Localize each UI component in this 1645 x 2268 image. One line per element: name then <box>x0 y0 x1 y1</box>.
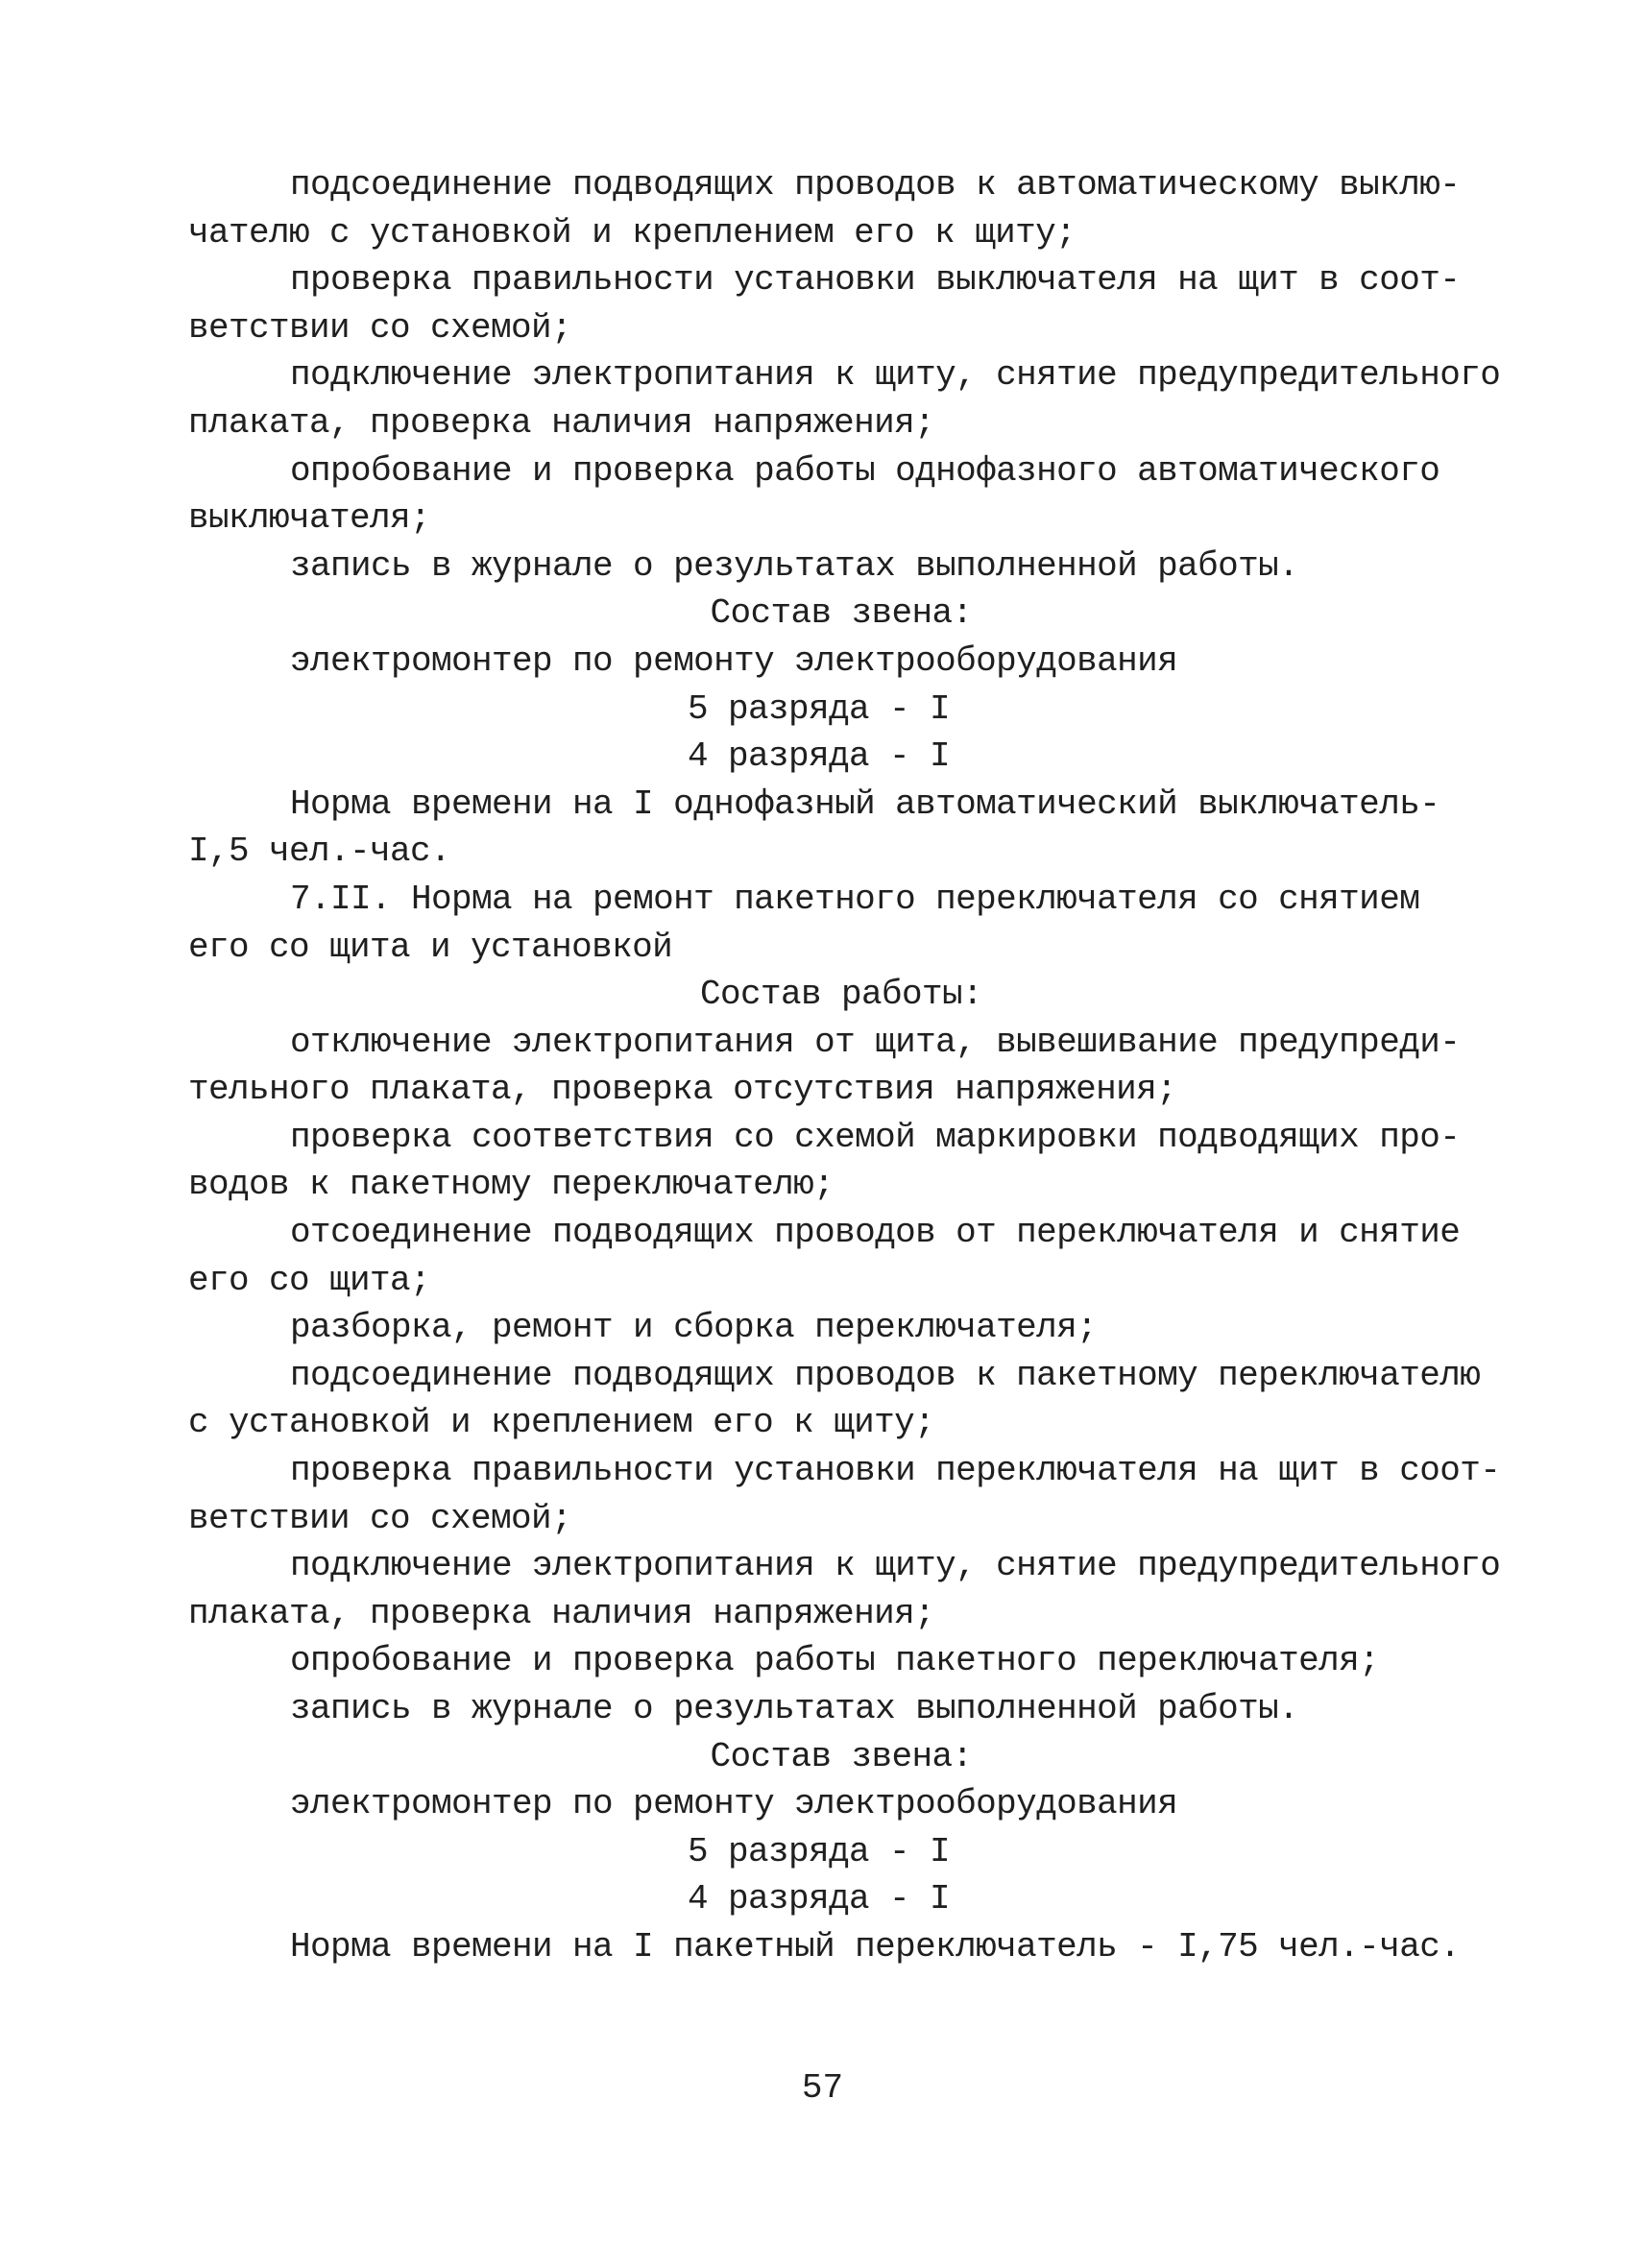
text-line: запись в журнале о результатах выполненной работы. <box>290 1689 1299 1728</box>
text-line: подключение электропитания к щиту, снятие предупредительного <box>290 355 1501 396</box>
page-number: 57 <box>801 2068 844 2108</box>
text-line: чателю с установкой и креплением его к щиту; <box>188 212 1077 253</box>
text-line: ветствии со схемой; <box>188 1498 572 1538</box>
text-line: опробование и проверка работы пакетного переключателя; <box>290 1641 1380 1681</box>
document-page <box>188 161 1501 1971</box>
grade-line: 4 разряда - I <box>688 1879 951 1919</box>
text-line: ветствии со схемой; <box>188 307 572 348</box>
text-line: I,5 чел.-час. <box>188 832 451 872</box>
text-line: электромонтер по ремонту электрооборудования <box>290 1784 1178 1824</box>
text-line: подсоединение подводящих проводов к пакетному переключателю <box>290 1355 1481 1395</box>
text-line: выключателя; <box>188 498 431 539</box>
section-heading: Состав работы: <box>699 975 983 1015</box>
text-line: подсоединение подводящих проводов к автоматическому выклю- <box>290 165 1461 205</box>
text-line: тельного плаката, проверка отсутствия напряжения; <box>188 1070 1177 1110</box>
grade-line: 4 разряда - I <box>688 736 951 777</box>
text-line: запись в журнале о результатах выполненной работы. <box>290 545 1299 586</box>
text-line: опробование и проверка работы однофазного автоматического <box>290 450 1440 491</box>
text-line: Норма времени на I пакетный переключатель - I,75 чел.-час. <box>290 1926 1461 1966</box>
text-line: плаката, проверка наличия напряжения; <box>188 1593 935 1633</box>
text-line: его со щита; <box>188 1260 431 1300</box>
text-line: Норма времени на I однофазный автоматический выключатель- <box>290 784 1440 824</box>
text-line: плаката, проверка наличия напряжения; <box>188 402 935 443</box>
text-line: подключение электропитания к щиту, снятие предупредительного <box>290 1546 1501 1586</box>
text-line: его со щита и установкой <box>188 927 673 967</box>
text-line: электромонтер по ремонту электрооборудования <box>290 640 1178 681</box>
text-line: проверка правильности установки выключателя на щит в соот- <box>290 260 1461 301</box>
text-line: водов к пакетному переключателю; <box>188 1165 835 1205</box>
text-line: проверка соответствия со схемой маркировки подводящих про- <box>290 1117 1461 1157</box>
text-line: разборка, ремонт и сборка переключателя; <box>290 1308 1098 1348</box>
clause-heading: 7.II. Норма на ремонт пакетного переключателя со снятием <box>290 879 1420 919</box>
text-line: с установкой и креплением его к щиту; <box>188 1403 935 1443</box>
section-heading: Состав звена: <box>710 593 973 634</box>
grade-line: 5 разряда - I <box>688 688 951 729</box>
section-heading: Состав звена: <box>710 1736 973 1776</box>
text-line: отсоединение подводящих проводов от переключателя и снятие <box>290 1213 1461 1253</box>
grade-line: 5 разряда - I <box>688 1831 951 1871</box>
text-line: проверка правильности установки переключателя на щит в соот- <box>290 1451 1501 1491</box>
text-line: отключение электропитания от щита, вывешивание предупреди- <box>290 1022 1461 1062</box>
